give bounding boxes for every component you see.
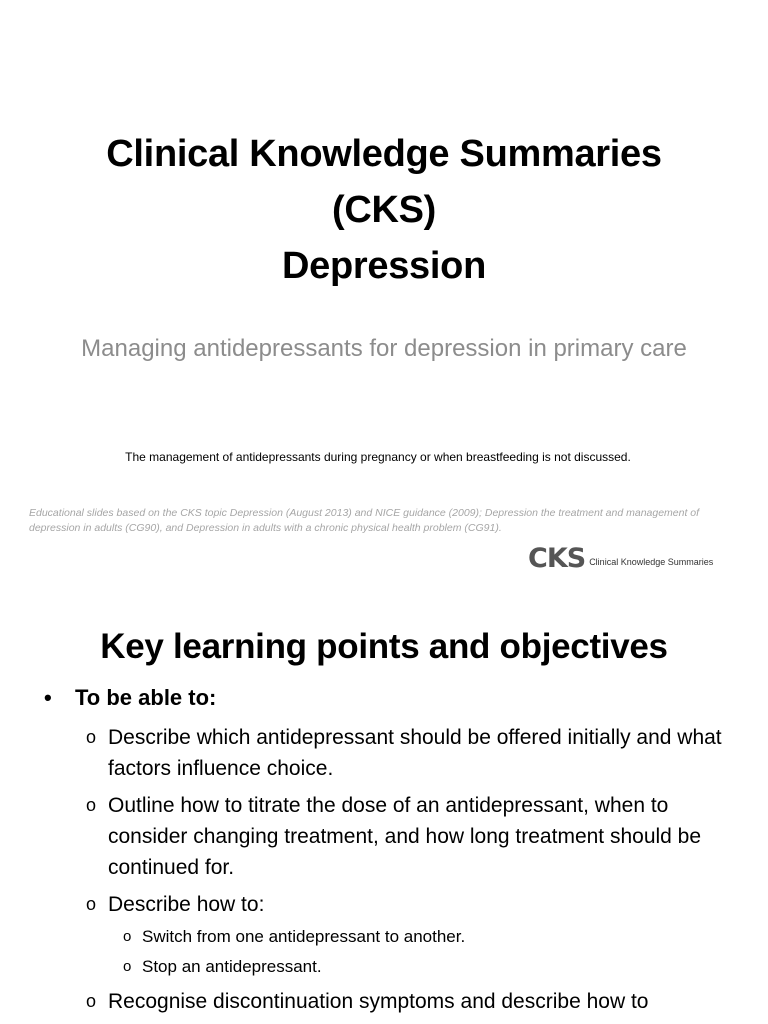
cks-logo [528, 540, 713, 576]
objective-item [86, 722, 736, 784]
objective-item [86, 986, 736, 1017]
cks-logo-text: Clinical Knowledge Summaries [589, 556, 714, 567]
objective-text: Describe how to: [108, 893, 265, 916]
how-to-item [123, 925, 465, 949]
objective-text: Recognise discontinuation symptoms and describe how to [108, 990, 649, 1013]
objective-text: Outline how to titrate the dose of an antidepressant, when to consider changing treatment, and how long treatment should be continued for. [108, 794, 702, 879]
slide-title [0, 126, 768, 294]
objectives-slide [0, 600, 768, 1024]
title-line: (CKS) [331, 189, 437, 231]
pregnancy-notice: The management of antidepressants during pregnancy or when breastfeeding is not discussed. [125, 450, 631, 464]
main-bullet-text: To be able to: [75, 685, 217, 710]
circle-bullet-icon: o [86, 894, 97, 914]
circle-bullet-icon: o [86, 727, 97, 747]
title-line: Depression [282, 245, 486, 287]
objective-item [86, 889, 736, 920]
bullet-icon: • [44, 685, 52, 710]
educational-note: Educational slides based on the CKS topic Depression (August 2013) and NICE guidance (2009); Depression the treatment and management of depression in adults (CG90), and Depression in adults with a chronic physical health problem (CG91). [29, 507, 700, 534]
slide-subtitle: Managing antidepressants for depression in primary care [81, 335, 687, 362]
objectives-heading: Key learning points and objectives [100, 627, 668, 666]
circle-bullet-icon: o [86, 991, 97, 1011]
how-to-text: Switch from one antidepressant to another. [142, 927, 466, 946]
title-line: Clinical Knowledge Summaries [106, 133, 662, 175]
objective-item [86, 790, 736, 883]
cks-logo-mark: CKS [528, 542, 586, 574]
how-to-item [123, 955, 322, 979]
circle-bullet-icon: o [123, 958, 132, 975]
main-bullet [44, 683, 216, 713]
objective-text: Describe which antidepressant should be offered initially and what factors influence choice. [108, 726, 722, 780]
circle-bullet-icon: o [86, 795, 97, 815]
circle-bullet-icon: o [123, 928, 132, 945]
how-to-text: Stop an antidepressant. [142, 957, 322, 976]
